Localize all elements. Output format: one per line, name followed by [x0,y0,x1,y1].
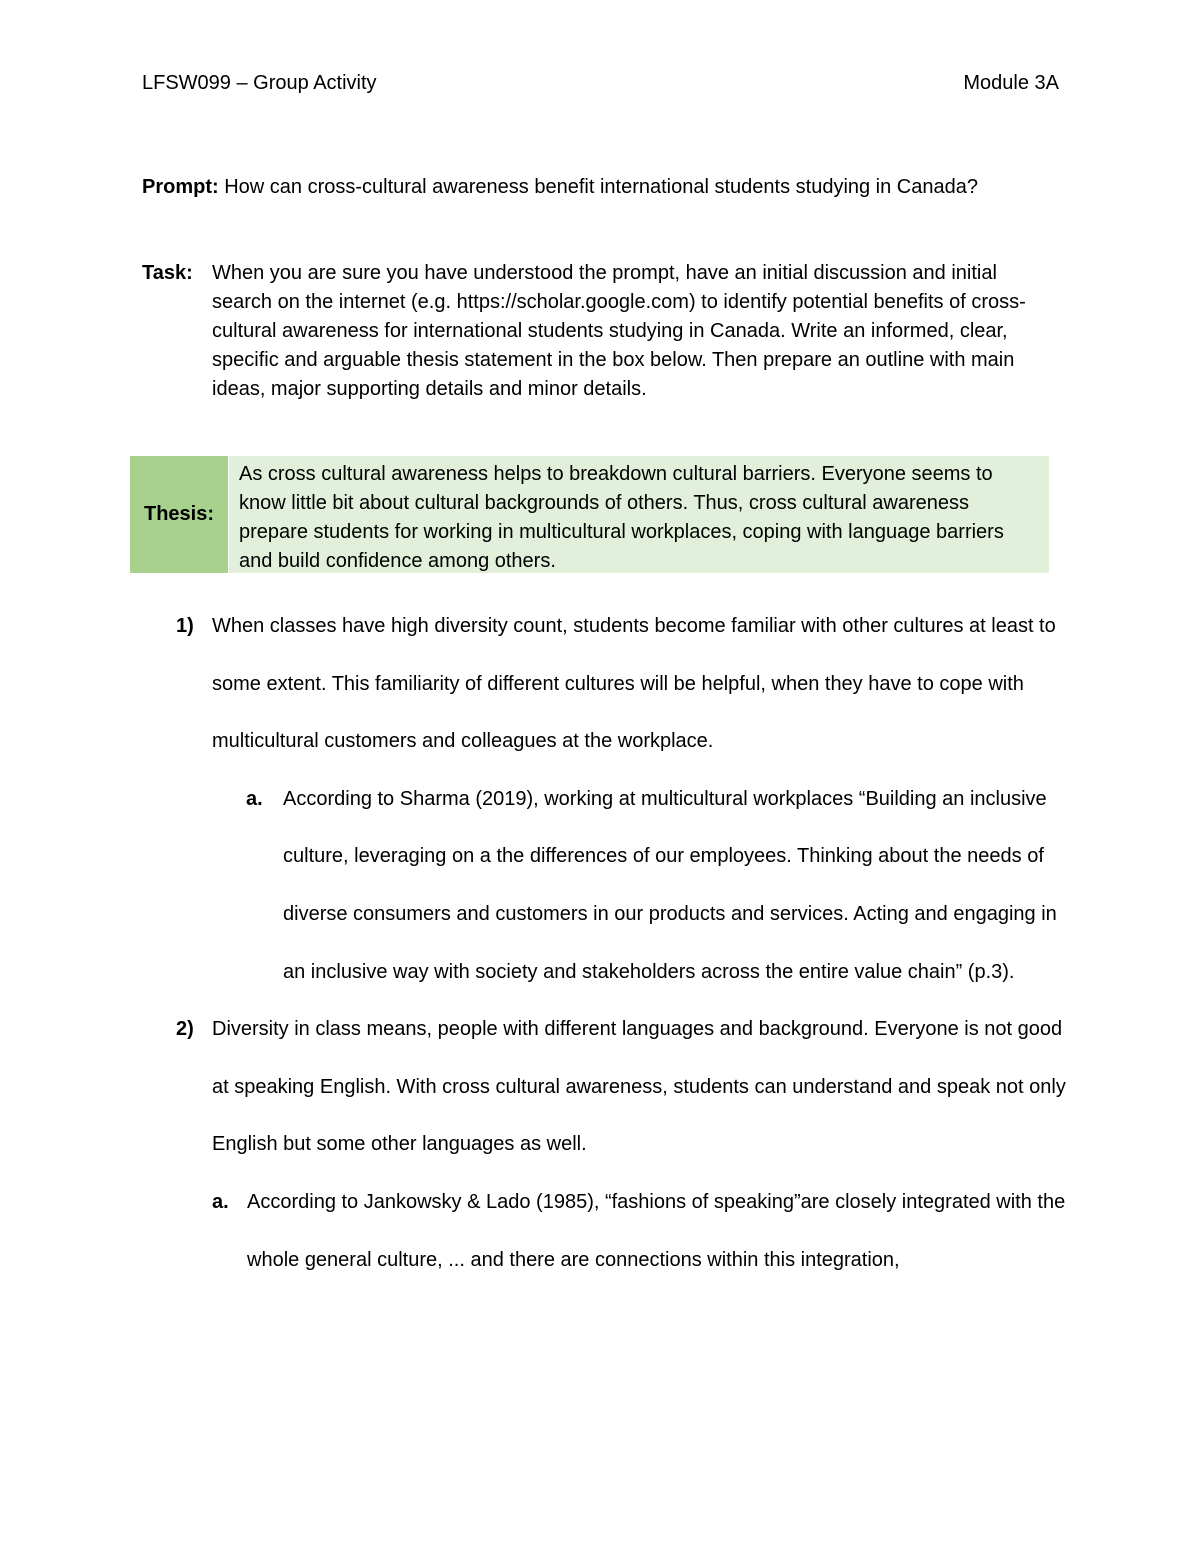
outline-item-2-text: Diversity in class means, people with different languages and background. Everyone is not good at speaking English. With cross cultural awareness, students can understand and speak not only English but some other languages as well. [212,1018,1066,1156]
page-header [142,72,1059,95]
task-label: Task: [142,262,193,284]
outline-item-1-text: When classes have high diversity count, students become familiar with other cultures at least to some extent. This familiarity of different cultures will be helpful, when they have to cope with multicultural customers and colleagues at the workplace. [212,615,1056,753]
thesis-box [130,456,1049,573]
module-label: Module 3A [963,72,1059,94]
outline [142,598,1072,1289]
outline-item-2-sub-a-text: According to Jankowsky & Lado (1985), “fashions of speaking”are closely integrated with the whole general culture, ... and there are connections within this integration, [247,1190,1066,1271]
outline-item-2-number: 2) [176,1018,194,1041]
prompt-label: Prompt: [142,176,219,198]
prompt-text: How can cross-cultural awareness benefit international students studying in Canada? [218,176,978,198]
prompt-section [142,174,1059,200]
outline-item-2 [142,1001,1072,1289]
outline-item-1-sub-a-text: According to Sharma (2019), working at multicultural workplaces “Building an inclusive culture, leveraging on a the differences of our employees. Thinking about the needs of diverse consumers and customers in our products and services. Acting and engaging in an inclusive way with society and stakeholders across the entire value chain” (p.3). [283,787,1057,983]
outline-item-1-sub-a [142,771,1072,1001]
outline-item-1-sub-a-letter: a. [246,787,263,810]
outline-item-1-number: 1) [176,615,194,637]
outline-item-1 [142,598,1072,1001]
task-text: When you are sure you have understood the prompt, have an initial discussion and initial search on the internet (e.g. https://scholar.google.com) to identify potential benefits of cross-cultural awareness for international students studying in Canada. Write an informed, clear, specific and arguable thesis statement in the box below. Then prepare an outline with main ideas, major supporting details and minor details. [212,262,1026,400]
outline-item-2-sub-a-letter: a. [212,1190,229,1213]
thesis-label: Thesis: [130,456,228,573]
thesis-text: As cross cultural awareness helps to breakdown cultural barriers. Everyone seems to know little bit about cultural backgrounds of others. Thus, cross cultural awareness prepare students for working in multicultural workplaces, coping with language barriers and build confidence among others. [228,456,1049,573]
outline-item-2-sub-a [142,1174,1072,1289]
course-title: LFSW099 – Group Activity [142,72,377,94]
